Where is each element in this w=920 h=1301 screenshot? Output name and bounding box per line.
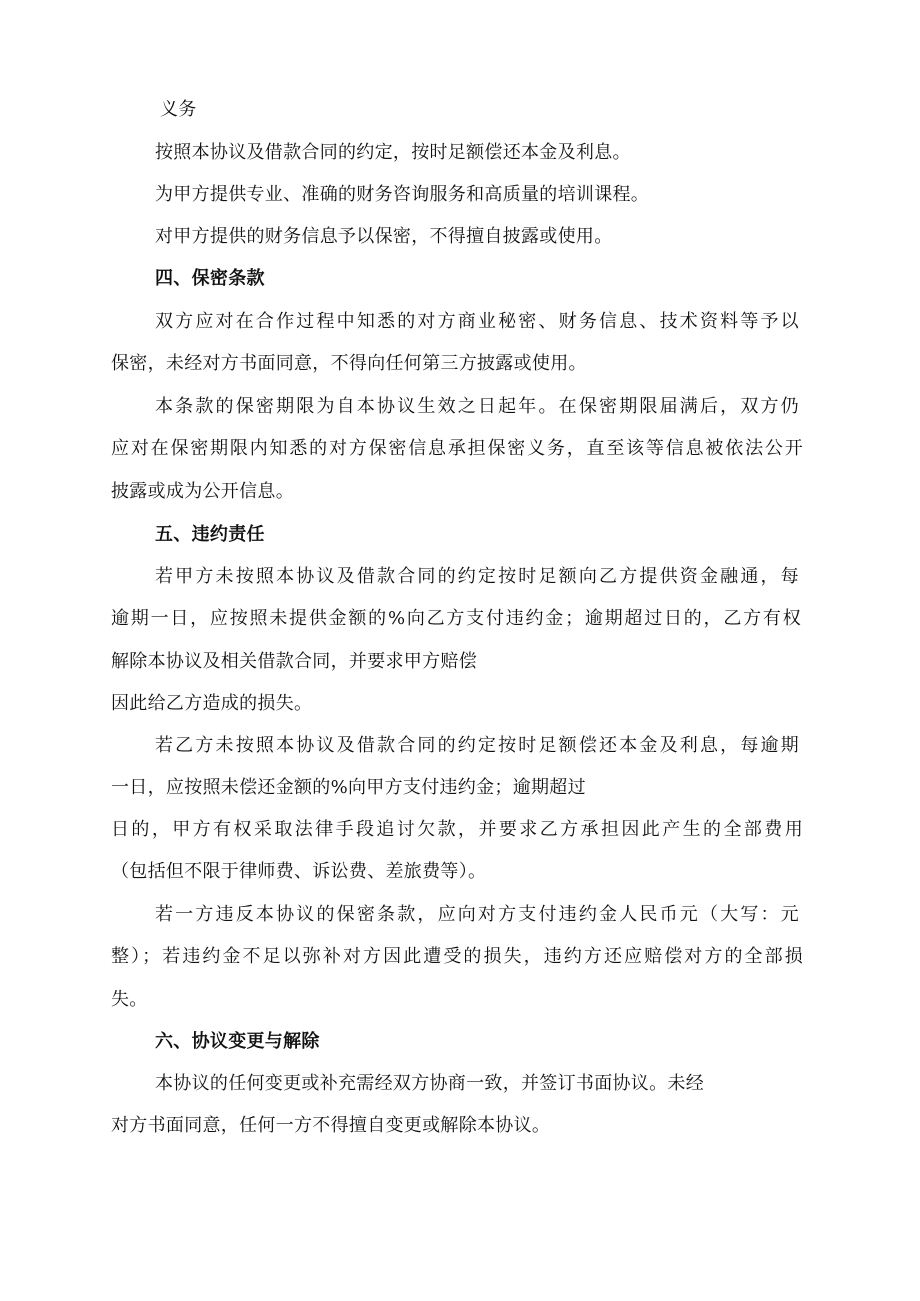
- paragraph-line: 一日，应按照未偿还金额的%向甲方支付违约金；逾期超过: [111, 777, 586, 798]
- paragraph-line: 逾期一日，应按照未提供金额的%向乙方支付违约金；逾期超过日的，乙方有权: [111, 608, 801, 629]
- paragraph-line: （包括但不限于律师费、诉讼费、差旅费等）。: [111, 861, 487, 882]
- paragraph-line: 整）；若违约金不足以弥补对方因此遭受的损失，违约方还应赔偿对方的全部损: [111, 946, 803, 967]
- paragraph-provide-services: 为甲方提供专业、准确的财务咨询服务和高质量的培训课程。: [155, 184, 650, 205]
- paragraph-line: 双方应对在合作过程中知悉的对方商业秘密、财务信息、技术资料等予以: [155, 311, 799, 332]
- paragraph-line: 保密，未经对方书面同意，不得向任何第三方披露或使用。: [111, 353, 587, 374]
- paragraph-line: 若甲方未按照本协议及借款合同的约定按时足额向乙方提供资金融通，每: [155, 566, 799, 587]
- paragraph-line: 解除本协议及相关借款合同，并要求甲方赔偿: [111, 651, 477, 672]
- paragraph-line: 应对在保密期限内知悉的对方保密信息承担保密义务，直至该等信息被依法公开: [111, 438, 803, 459]
- paragraph-keep-confidential: 对甲方提供的财务信息予以保密，不得擅自披露或使用。: [155, 226, 613, 247]
- paragraph-line: 对方书面同意，任何一方不得擅自变更或解除本协议。: [111, 1115, 551, 1136]
- paragraph-obligation-label: 义务: [160, 99, 197, 120]
- paragraph-line: 披露或成为公开信息。: [111, 481, 294, 502]
- section-heading-liability: 五、违约责任: [155, 524, 265, 545]
- paragraph-repay-principal: 按照本协议及借款合同的约定，按时足额偿还本金及利息。: [155, 142, 631, 163]
- paragraph-line: 若乙方未按照本协议及借款合同的约定按时足额偿还本金及利息，每逾期: [155, 735, 799, 756]
- paragraph-line: 日的，甲方有权采取法律手段追讨欠款，并要求乙方承担因此产生的全部费用: [111, 819, 803, 840]
- paragraph-line: 因此给乙方造成的损失。: [111, 693, 313, 714]
- section-heading-amendment: 六、协议变更与解除: [155, 1031, 320, 1052]
- paragraph-line: 若一方违反本协议的保密条款，应向对方支付违约金人民币元（大写：元: [155, 904, 799, 925]
- section-heading-confidentiality: 四、保密条款: [155, 268, 265, 289]
- paragraph-line: 本协议的任何变更或补充需经双方协商一致，并签订书面协议。未经: [155, 1073, 704, 1094]
- paragraph-line: 本条款的保密期限为自本协议生效之日起年。在保密期限届满后，双方仍: [155, 396, 799, 417]
- paragraph-line: 失。: [111, 989, 148, 1010]
